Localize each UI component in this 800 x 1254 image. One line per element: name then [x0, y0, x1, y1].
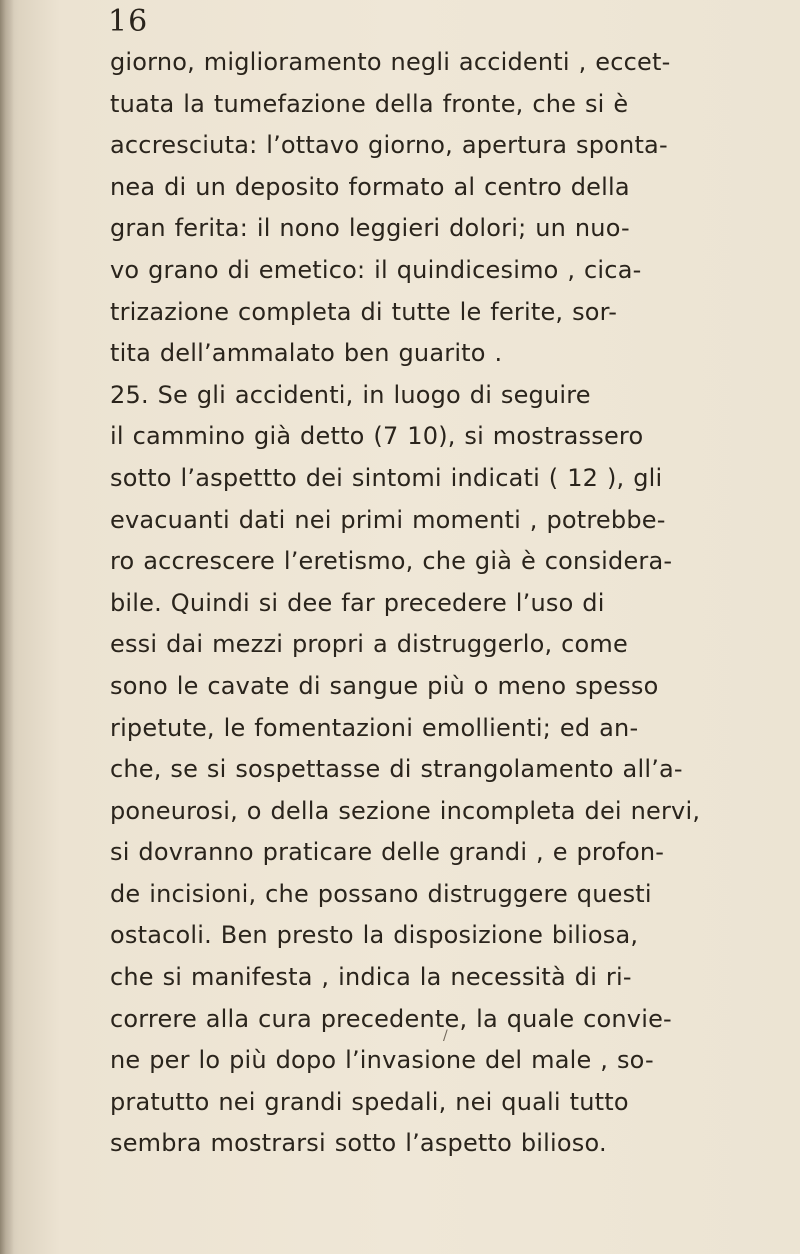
text-line: ripetute, le fomentazioni emollienti; ed an-: [110, 713, 639, 742]
text-line: sotto l’aspettto dei sintomi indicati ( 12 ), gli: [110, 463, 663, 492]
page-number: 16: [108, 4, 149, 39]
text-line: accresciuta: l’ottavo giorno, apertura sponta-: [110, 131, 668, 160]
text-line: sono le cavate di sangue più o meno spesso: [110, 671, 659, 700]
text-line: che si manifesta , indica la necessità di ri-: [110, 963, 632, 992]
text-line: ostacoli. Ben presto la disposizione biliosa,: [110, 921, 639, 950]
text-line: che, se si sospettasse di strangolamento all’a-: [110, 755, 683, 784]
text-line: essi dai mezzi propri a distruggerlo, come: [110, 630, 628, 659]
text-line: ro accrescere l’eretismo, che già è considera-: [110, 547, 673, 576]
text-line: giorno, miglioramento negli accidenti , eccet-: [110, 48, 671, 76]
text-line: evacuanti dati nei primi momenti , potrebbe-: [110, 505, 666, 534]
text-line: bile. Quindi si dee far precedere l’uso di: [110, 588, 605, 617]
text-line: nea di un deposito formato al centro della: [110, 172, 630, 201]
body-text: [110, 42, 770, 1165]
text-line: pratutto nei grandi spedali, nei quali tutto: [110, 1087, 629, 1116]
text-line: tuata la tumefazione della fronte, che si è: [110, 89, 629, 118]
text-line: vo grano di emetico: il quindicesimo , cica-: [110, 255, 642, 284]
text-line: ne per lo più dopo l’invasione del male , so-: [110, 1046, 654, 1075]
text-line: tita dell’ammalato ben guarito .: [110, 339, 503, 368]
text-line: correre alla cura precedente, la quale convie-: [110, 1004, 672, 1033]
text-line: trizazione completa di tutte le ferite, sor-: [110, 297, 618, 326]
text-line: sembra mostrarsi sotto l’aspetto bilioso.: [110, 1129, 607, 1158]
text-line: 25. Se gli accidenti, in luogo di seguire: [110, 380, 591, 409]
text-line: il cammino già detto (7 10), si mostrassero: [110, 422, 644, 451]
binding-shadow: [0, 0, 14, 1254]
stray-ink-mark: /: [443, 1028, 448, 1044]
text-line: gran ferita: il nono leggieri dolori; un nuo-: [110, 214, 630, 243]
text-line: poneurosi, o della sezione incompleta dei nervi,: [110, 796, 701, 825]
text-line: de incisioni, che possano distruggere questi: [110, 879, 652, 908]
text-line: si dovranno praticare delle grandi , e profon-: [110, 838, 665, 867]
